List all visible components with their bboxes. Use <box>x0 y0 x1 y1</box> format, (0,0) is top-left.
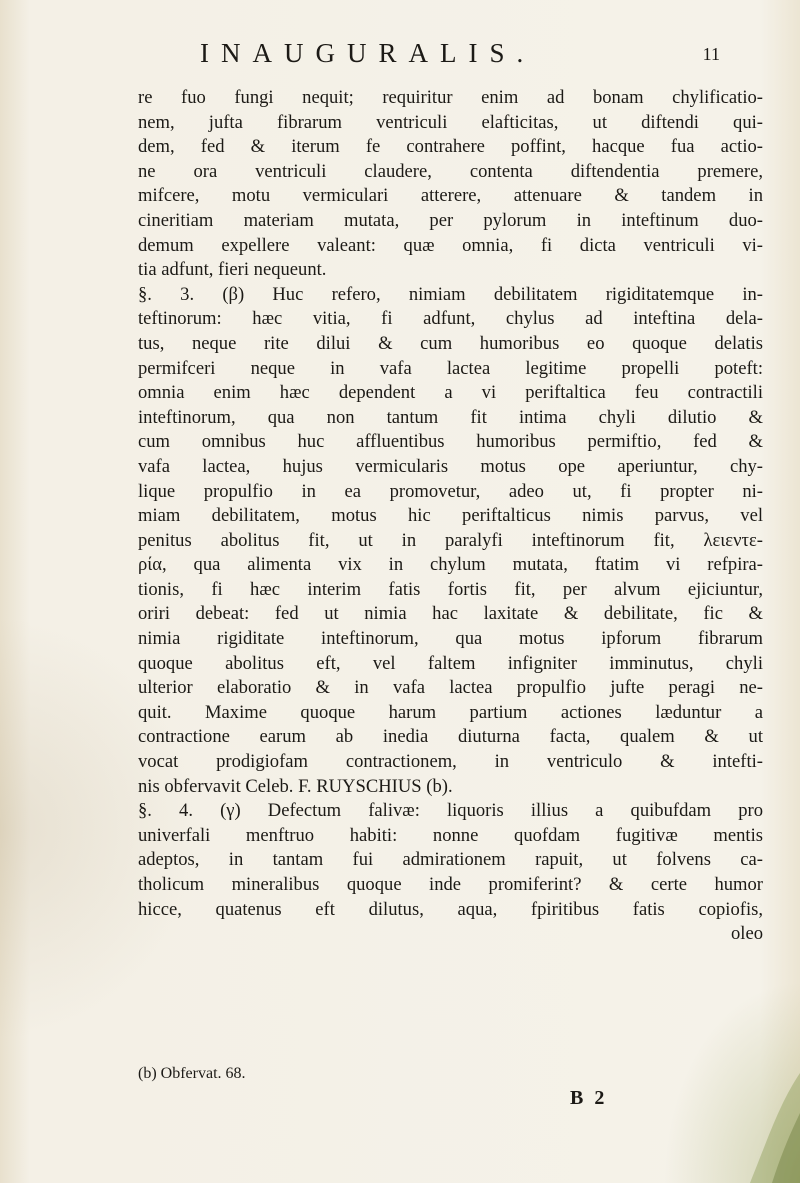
text-line: adeptos, in tantam fui admirationem rapuit, ut folvens ca- <box>138 849 763 871</box>
text-line: mifcere, motu vermiculari atterere, attenuare & tandem in <box>138 185 763 207</box>
footnote: (b) Obfervat. 68. <box>138 1065 246 1082</box>
text-line: demum expellere valeant: quæ omnia, fi dicta ventriculi vi- <box>138 234 763 256</box>
text-line: contractione earum ab inedia diuturna facta, qualem & ut <box>138 726 763 748</box>
text-line: hicce, quatenus eft dilutus, aqua, fpiritibus fatis copiofis, <box>138 898 763 920</box>
text-line: omnia enim hæc dependent a vi periftaltica feu contractili <box>138 382 763 404</box>
text-line: penitus abolitus fit, ut in paralyfi inteftinorum fit, λειεντε- <box>138 529 763 551</box>
section-4-heading-line: §. 4. (γ) Defectum falivæ: liquoris illius a quibufdam pro <box>138 800 763 822</box>
text-line: inteftinorum, qua non tantum fit intima chyli dilutio & <box>138 406 763 428</box>
text-line: oriri debeat: fed ut nimia hac laxitate & debilitate, fic & <box>138 603 763 625</box>
text-line: cum omnibus huc affluentibus humoribus permiftio, fed & <box>138 431 763 453</box>
section-3-heading-line: §. 3. (β) Huc refero, nimiam debilitatem rigiditatemque in- <box>138 283 763 305</box>
text-line: dem, fed & iterum fe contrahere poffint, hacque fua actio- <box>138 136 763 158</box>
text-line: quit. Maxime quoque harum partium actiones læduntur a <box>138 701 763 723</box>
text-line: nimia rigiditate inteftinorum, qua motus ipforum fibrarum <box>138 628 763 650</box>
text-line: vafa lactea, hujus vermicularis motus ope aperiuntur, chy- <box>138 455 763 477</box>
page-number: 11 <box>702 44 720 64</box>
text-line: re fuo fungi nequit; requiritur enim ad bonam chylificatio- <box>138 87 763 108</box>
catchword: oleo <box>730 923 763 945</box>
text-line: ne ora ventriculi claudere, contenta diftendentia premere, <box>138 160 763 182</box>
text-line: ulterior elaboratio & in vafa lactea propulfio jufte peragi ne- <box>138 677 763 699</box>
text-line: tia adfunt, fieri nequeunt. <box>138 259 327 281</box>
text-line: cineritiam materiam mutata, per pylorum in inteftinum duo- <box>138 209 763 231</box>
text-line: ρία, qua alimenta vix in chylum mutata, ftatim vi refpira- <box>138 554 763 576</box>
text-line: vocat prodigiofam contractionem, in ventriculo & intefti- <box>138 751 763 773</box>
text-line: univerfali menftruo habiti: nonne quofdam fugitivæ mentis <box>138 824 763 846</box>
text-line: tionis, fi hæc interim fatis fortis fit, per alvum ejiciuntur, <box>138 578 763 600</box>
corner-stain <box>710 1053 800 1183</box>
running-title: INAUGURALIS. <box>200 38 536 68</box>
text-line: quoque abolitus eft, vel faltem infigniter imminutus, chyli <box>138 652 763 674</box>
text-line: teftinorum: hæc vitia, fi adfunt, chylus ad inteftina dela- <box>138 308 763 330</box>
text-line: lique propulfio in ea promovetur, adeo ut, fi propter ni- <box>138 480 763 502</box>
text-line: miam debilitatem, motus hic periftalticus nimis parvus, vel <box>138 505 763 527</box>
text-line: nem, jufta fibrarum ventriculi elafticitas, ut diftendi qui- <box>138 111 763 133</box>
running-head <box>200 38 720 68</box>
body-text <box>138 86 763 947</box>
text-line: permifceri neque in vafa lactea legitime propelli poteft: <box>138 357 763 379</box>
text-line: tus, neque rite dilui & cum humoribus eo quoque delatis <box>138 332 763 354</box>
text-line: tholicum mineralibus quoque inde promiferint? & certe humor <box>138 874 763 895</box>
text-line: nis obfervavit Celeb. F. RUYSCHIUS (b). <box>138 775 453 797</box>
signature-mark: B 2 <box>570 1087 608 1109</box>
